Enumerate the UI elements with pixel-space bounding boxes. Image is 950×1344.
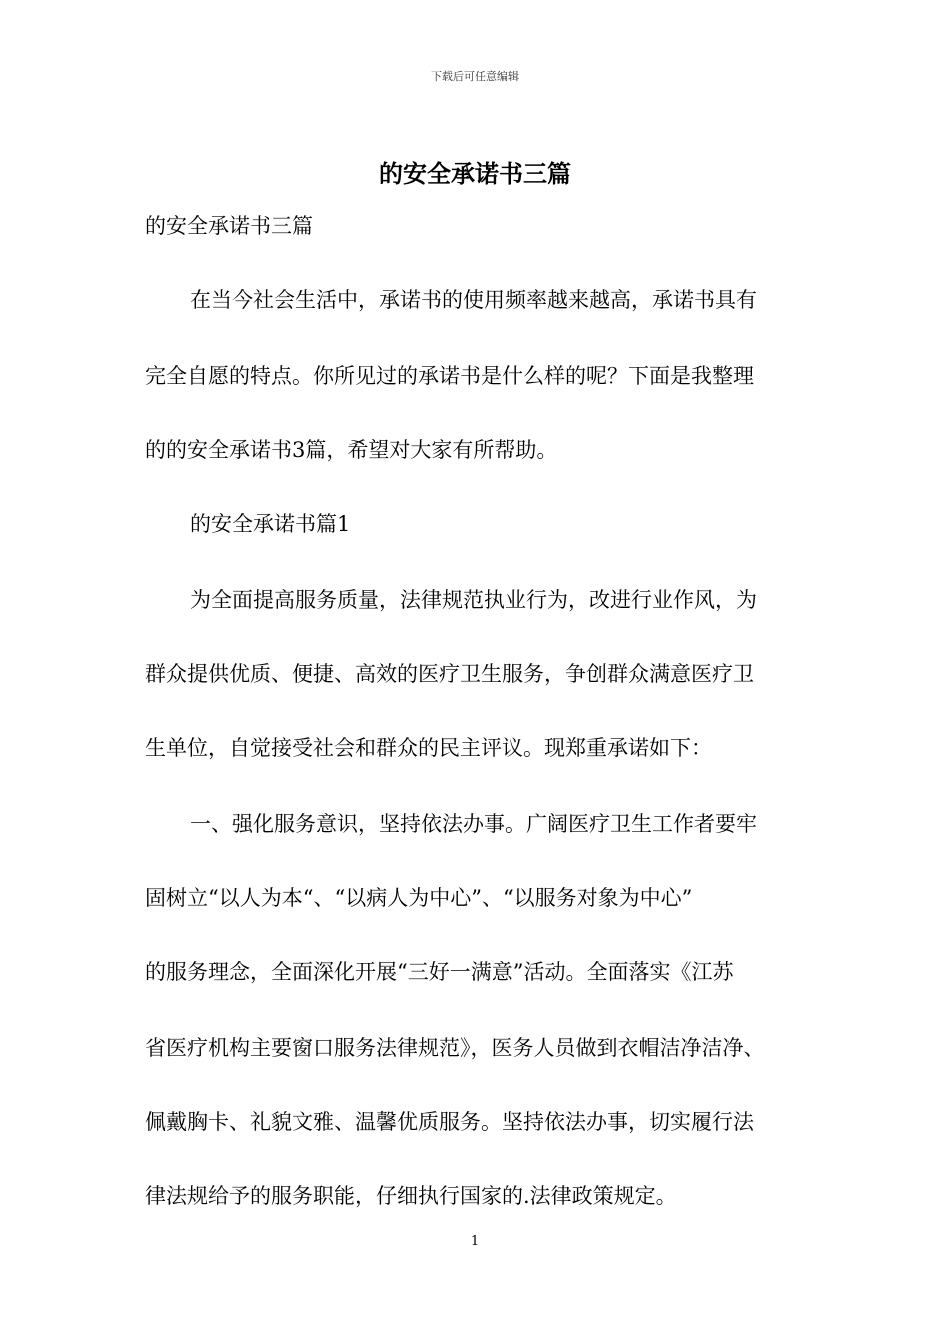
body-line: 完全自愿的特点。你所见过的承诺书是什么样的呢？下面是我整理 (145, 364, 754, 388)
subtitle-line: 的安全承诺书三篇 (145, 214, 313, 238)
header-note: 下载后可任意编辑 (431, 70, 519, 83)
section-heading: 的安全承诺书篇1 (190, 512, 351, 536)
body-line: 固树立“以人为本“、“以病人为中心”、“以服务对象为中心” (145, 886, 693, 910)
page-number: 1 (470, 1234, 480, 1249)
body-line: 省医疗机构主要窗口服务法律规范》，医务人员做到衣帽洁净洁净、 (145, 1036, 765, 1060)
body-line: 为全面提高服务质量，法律规范执业行为，改进行业作风，为 (190, 588, 757, 612)
body-line: 生单位，自觉接受社会和群众的民主评议。现郑重承诺如下： (145, 736, 712, 760)
body-line: 佩戴胸卡、礼貌文雅、温馨优质服务。坚持依法办事，切实履行法 (145, 1110, 754, 1134)
body-line: 群众提供优质、便捷、高效的医疗卫生服务，争创群众满意医疗卫 (145, 662, 754, 686)
document-title: 的安全承诺书三篇 (379, 159, 571, 188)
body-line: 一、强化服务意识，坚持依法办事。广阔医疗卫生工作者要牢 (190, 812, 757, 836)
body-line: 律法规给予的服务职能，仔细执行国家的.法律政策规定。 (145, 1184, 677, 1208)
body-line: 在当今社会生活中，承诺书的使用频率越来越高，承诺书具有 (190, 288, 757, 312)
body-line: 的服务理念，全面深化开展“三好一满意”活动。全面落实《江苏 (145, 960, 734, 984)
body-line: 的的安全承诺书3篇，希望对大家有所帮助。 (145, 438, 558, 462)
